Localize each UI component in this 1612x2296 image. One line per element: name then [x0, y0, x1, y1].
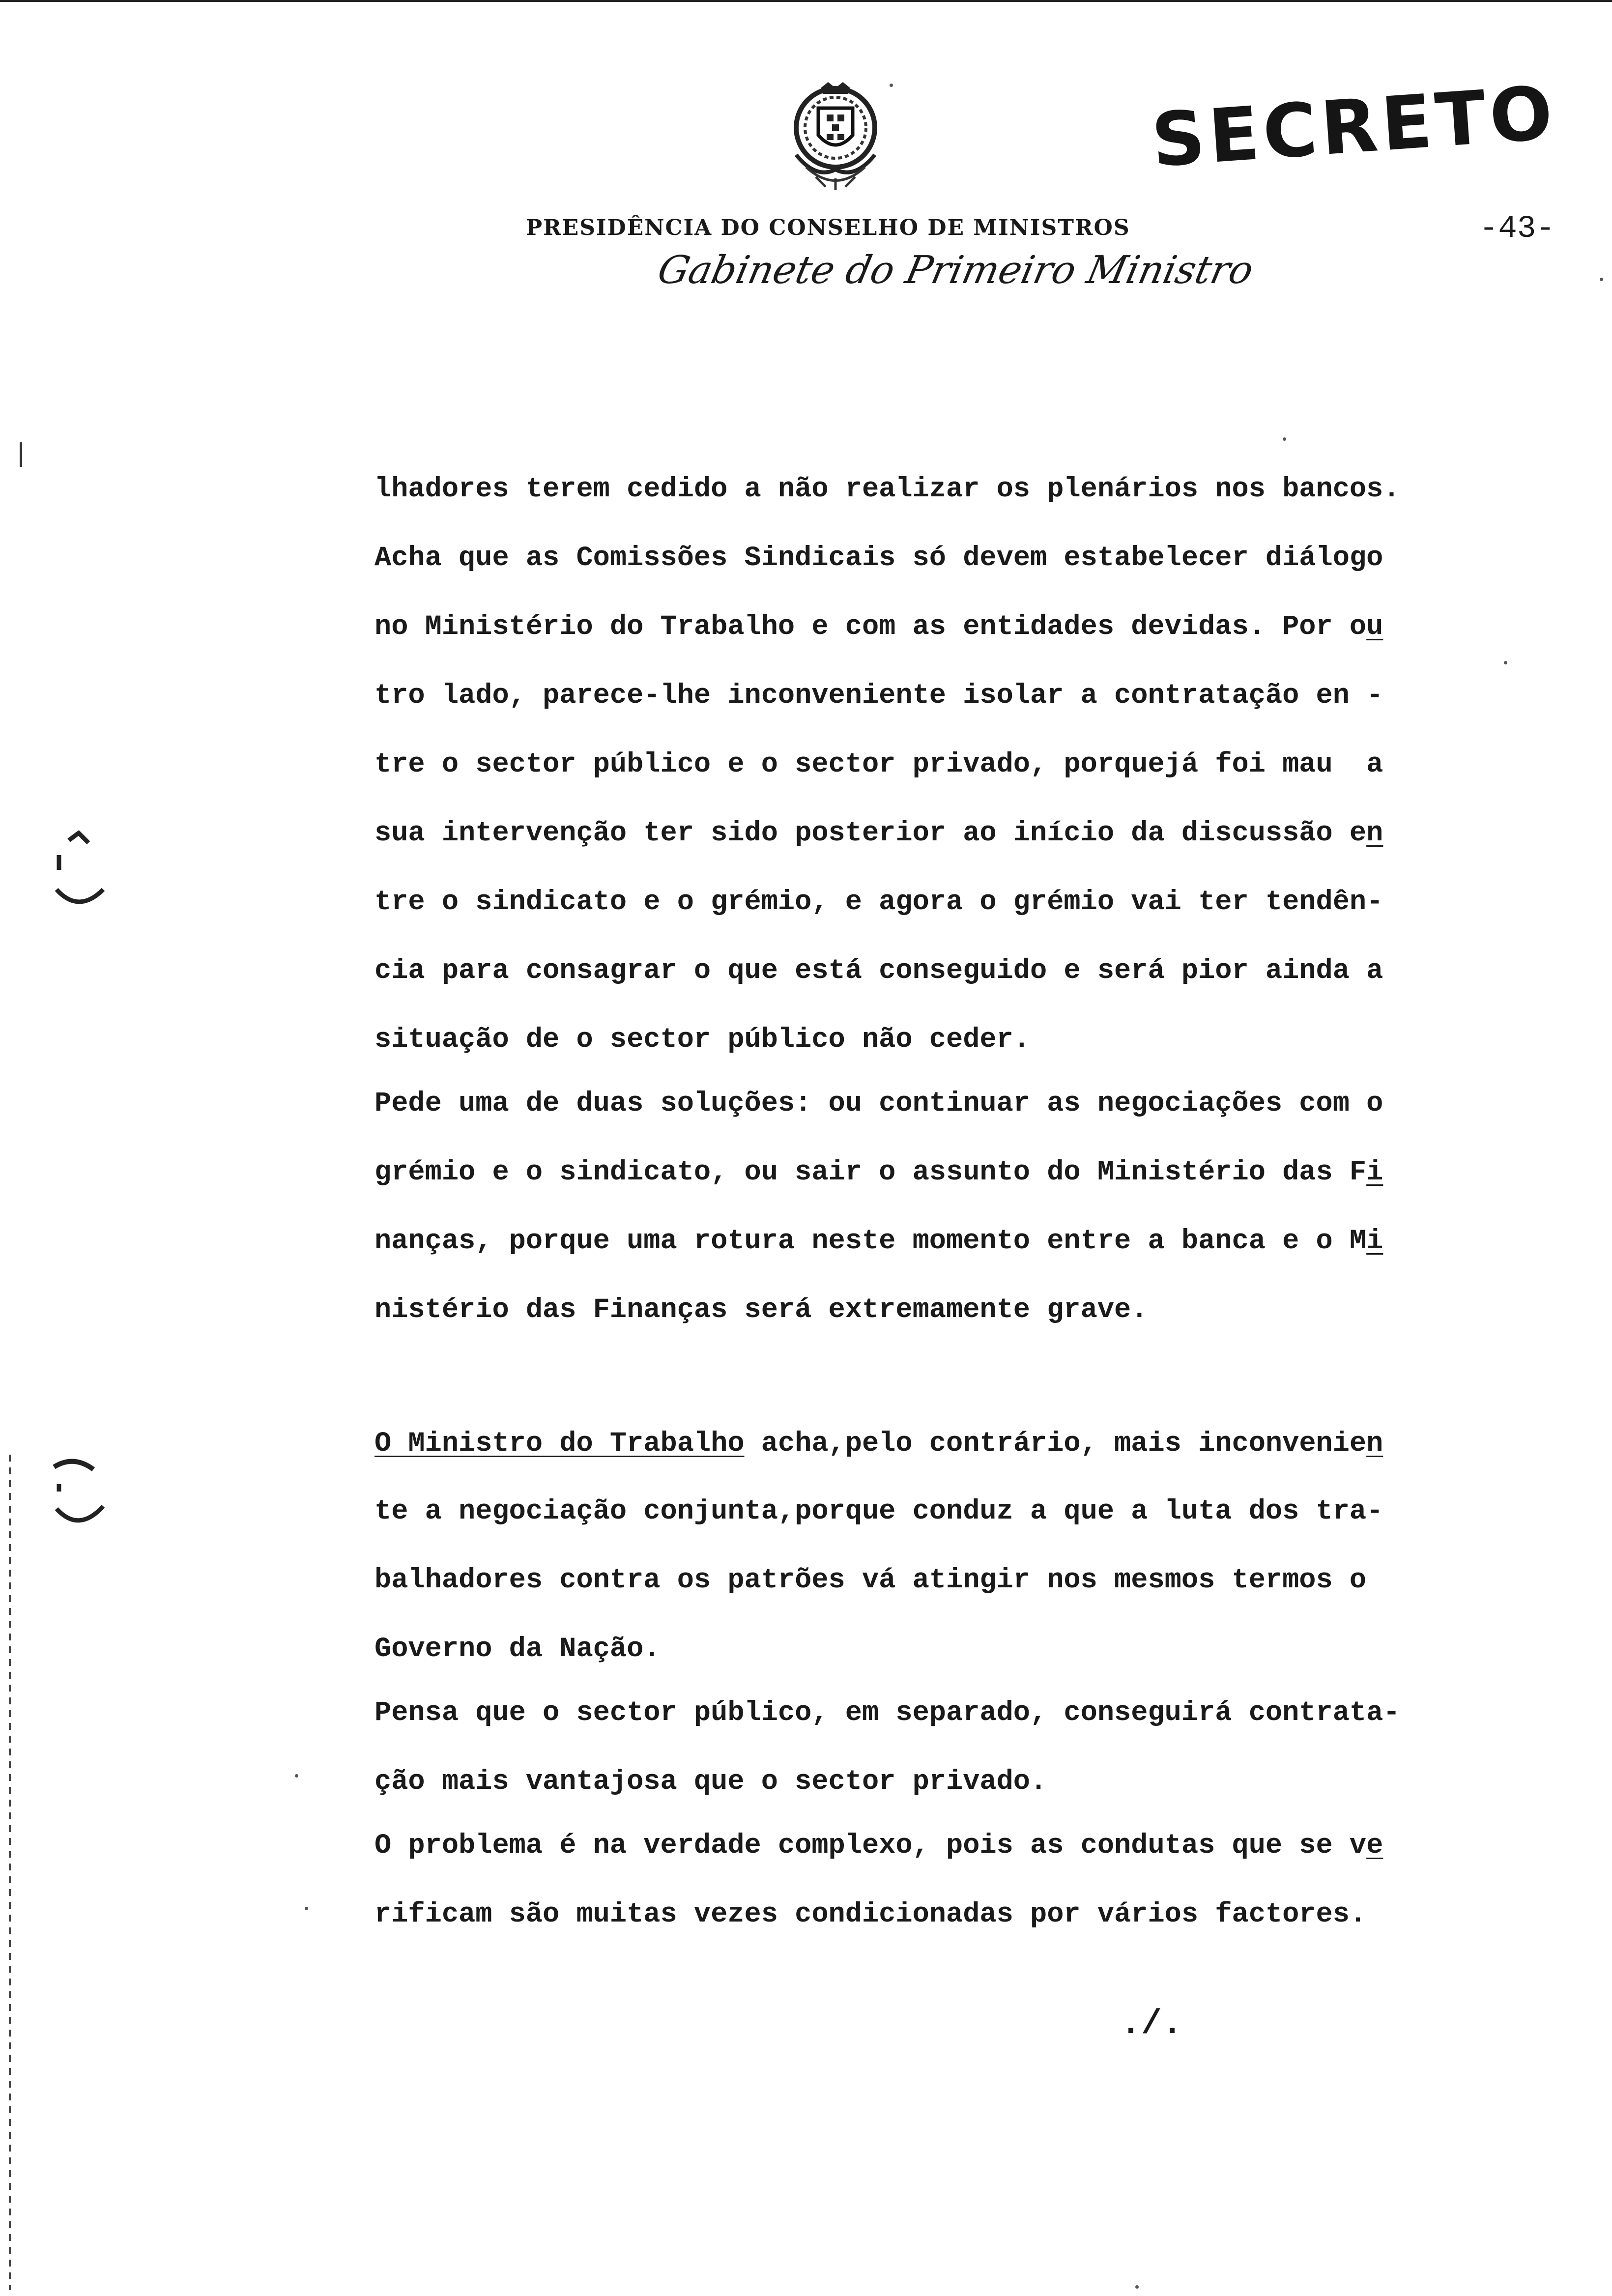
scan-speck [295, 1774, 298, 1778]
scan-speck [1283, 437, 1286, 441]
body-line: sua intervenção ter sido posterior ao início da discussão en [374, 818, 1383, 849]
body-line: Pede uma de duas soluções: ou continuar as negociações com o [374, 1088, 1383, 1119]
punch-hole-mark-lower [49, 1455, 113, 1533]
coat-of-arms-icon [786, 81, 885, 194]
body-line: tre o sindicato e o grémio, e agora o grémio vai ter tendên- [374, 887, 1383, 918]
body-line: Acha que as Comissões Sindicais só devem estabelecer diálogo [374, 543, 1383, 574]
body-line: Governo da Nação. [374, 1634, 661, 1665]
left-edge-rule [9, 1455, 11, 2290]
body-line: nistério das Finanças será extremamente grave. [374, 1294, 1148, 1326]
speaker-name: O Ministro do Trabalho [374, 1428, 745, 1460]
body-line: nanças, porque uma rotura neste momento entre a banca e o Mi [374, 1226, 1383, 1257]
body-line: Pensa que o sector público, em separado, conseguirá contrata- [374, 1697, 1400, 1729]
classification-stamp: SECRETO [1149, 70, 1559, 184]
body-line: tro lado, parece-lhe inconveniente isolar a contratação en - [374, 680, 1383, 712]
scan-speck [305, 1907, 308, 1910]
body-line: no Ministério do Trabalho e com as entidades devidas. Por ou [374, 611, 1383, 643]
body-line: rificam são muitas vezes condicionadas por vários factores. [374, 1899, 1367, 1930]
page-number: -43- [1479, 211, 1555, 247]
continuation-mark: ./. [1121, 2005, 1183, 2044]
body-line: grémio e o sindicato, ou sair o assunto do Ministério das Fi [374, 1157, 1383, 1188]
scan-speck [1600, 278, 1603, 281]
scan-speck [1135, 2285, 1139, 2289]
body-line: O problema é na verdade complexo, pois as condutas que se ve [374, 1830, 1383, 1862]
letterhead-institution: PRESIDÊNCIA DO CONSELHO DE MINISTROS [526, 215, 1130, 240]
top-edge-rule [0, 0, 1612, 2]
body-line: te a negociação conjunta,porque conduz a que a luta dos tra- [374, 1496, 1383, 1527]
body-line: situação de o sector público não ceder. [374, 1024, 1031, 1056]
body-line: lhadores terem cedido a não realizar os plenários nos bancos. [374, 474, 1400, 505]
punch-hole-mark-upper [49, 831, 113, 914]
body-line: tre o sector público e o sector privado, porquejá foi mau a [374, 749, 1383, 780]
scan-speck [890, 84, 893, 87]
body-line: cia para consagrar o que está conseguido e será pior ainda a [374, 955, 1383, 987]
body-line: balhadores contra os patrões vá atingir nos mesmos termos o [374, 1565, 1367, 1596]
margin-tick-mark [20, 442, 22, 467]
body-line: O Ministro do Trabalho acha,pelo contrário, mais inconvenien [374, 1428, 1383, 1460]
scan-speck [1504, 661, 1507, 664]
body-line: ção mais vantajosa que o sector privado. [374, 1766, 1047, 1798]
letterhead-office: Gabinete do Primeiro Ministro [654, 248, 1258, 292]
